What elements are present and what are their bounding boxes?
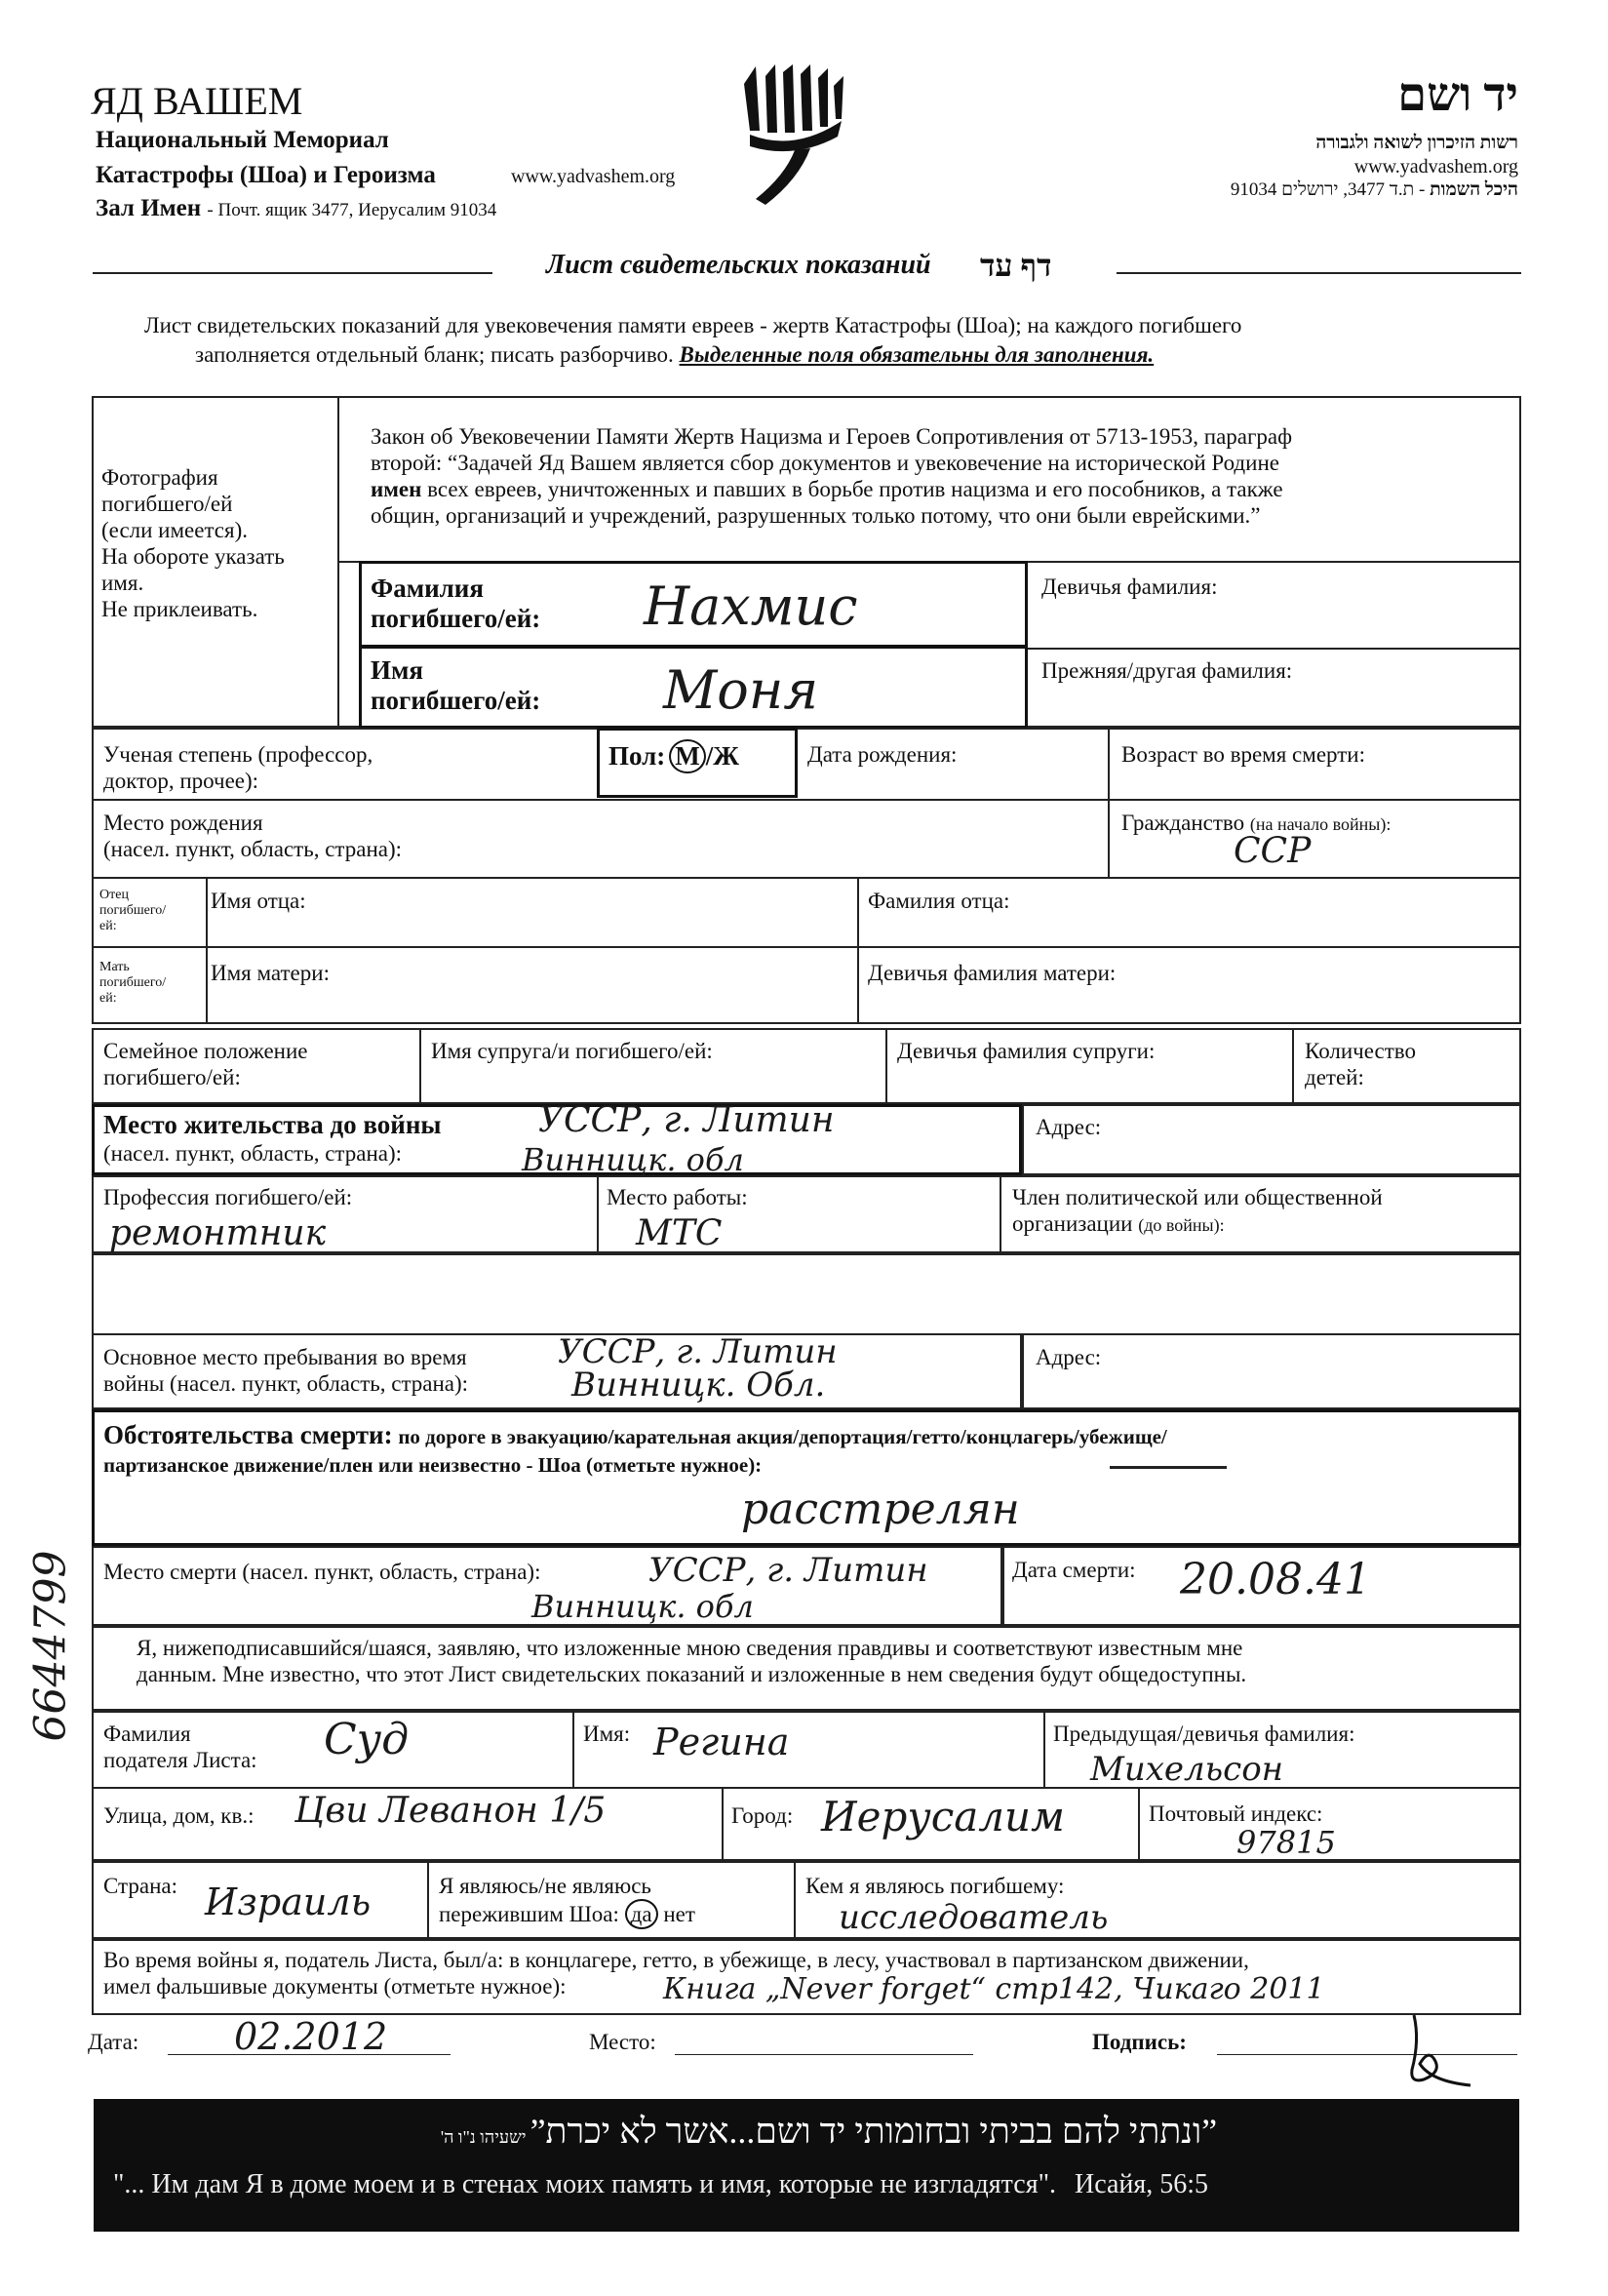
- circumstances-bold: Обстоятельства смерти:: [103, 1420, 393, 1449]
- circumstances-options-1: по дороге в эвакуацию/карательная акция/депортация/гетто/концлагерь/убежище/: [398, 1425, 1167, 1448]
- circumstances-l1: [103, 1422, 1167, 1450]
- marital-label: [103, 1038, 307, 1090]
- survivor-no[interactable]: нет: [663, 1902, 695, 1926]
- death-place-value-2: Винницк. обл: [531, 1588, 754, 1625]
- circumstances-value: расстрелян: [741, 1484, 1020, 1534]
- political-label: [1012, 1184, 1383, 1239]
- declaration-text: [137, 1635, 1246, 1687]
- victim-name-l2: погибшего/ей:: [371, 686, 541, 715]
- submitter-div1: [572, 1711, 574, 1789]
- intro-line2-text: заполняется отдельный бланк; писать разборчиво.: [195, 342, 674, 367]
- citizenship-divider: [1108, 799, 1110, 879]
- survivor-yes[interactable]: да: [625, 1899, 658, 1929]
- workplace-value: МТС: [636, 1213, 723, 1253]
- banner-hebrew-line: [244, 2111, 1414, 2152]
- victim-surname-value: Нахмис: [644, 575, 858, 637]
- country-div: [427, 1861, 429, 1939]
- country-label: Страна:: [103, 1874, 177, 1898]
- birthplace-l2: (насел. пункт, область, страна):: [103, 837, 403, 861]
- mother-divider: [857, 946, 859, 1024]
- submitter-surname-label: [103, 1721, 257, 1773]
- victim-surname-l1: Фамилия: [371, 574, 484, 603]
- father-divider: [857, 877, 859, 948]
- sex-lbl: Пол:: [608, 741, 666, 771]
- ru-header-line1: Национальный Мемориал: [96, 127, 389, 153]
- circumstances-label: [103, 1422, 1167, 1479]
- marital-div3: [1292, 1028, 1294, 1104]
- spouse-maiden-label: Девичья фамилия супруги:: [897, 1039, 1156, 1063]
- degree-l1: Ученая степень (профессор,: [103, 742, 373, 767]
- citizenship-note: (на начало войны):: [1249, 814, 1392, 834]
- mother-side-l1: Мать: [99, 960, 130, 974]
- submitter-surname-value: Суд: [324, 1715, 410, 1764]
- law-l1: Закон об Увековечении Памяти Жертв Нацизма и Героев Сопротивления от 5713-1953, параграф: [371, 424, 1293, 449]
- profession-label: Профессия погибшего/ей:: [103, 1185, 353, 1209]
- submitter-prev-value: Михельсон: [1090, 1750, 1284, 1789]
- submitter-div2: [1043, 1711, 1045, 1789]
- father-side-l1: Отец: [99, 888, 129, 902]
- zip-label: Почтовый индекс:: [1149, 1801, 1323, 1826]
- he-hall-of-names: היכל השמות: [1430, 179, 1518, 200]
- father-side-divider: [206, 877, 208, 948]
- yad-vashem-logo: [736, 62, 853, 209]
- sex-label: [608, 739, 739, 773]
- wartime-value-1: УССР, г. Литин: [558, 1332, 838, 1371]
- ghetto-underline: [1110, 1466, 1227, 1469]
- law-text: [371, 423, 1292, 529]
- date-label: Дата:: [88, 2030, 139, 2054]
- marital-l1: Семейное положение: [103, 1039, 308, 1063]
- victim-name-label: [371, 655, 540, 716]
- banner-russian-line: [113, 2169, 1517, 2200]
- survivor-label: [439, 1873, 695, 1929]
- death-place-value-1: УССР, г. Литин: [648, 1551, 928, 1590]
- death-date-value: 20.08.41: [1180, 1555, 1371, 1604]
- declaration-l2: данным. Мне известно, что этот Лист свидетельских показаний и изложенные в нем сведения будут общедоступны.: [137, 1662, 1247, 1686]
- marital-div1: [419, 1028, 421, 1104]
- law-l3: [371, 476, 1292, 502]
- blank-row: [92, 1253, 1521, 1335]
- survivor-l2: [439, 1899, 695, 1929]
- father-side-label: [99, 888, 166, 934]
- citizenship-value: ССР: [1234, 831, 1312, 871]
- sex-male: М: [669, 739, 705, 773]
- workplace-label: Место работы:: [607, 1185, 748, 1209]
- residence-label: [103, 1110, 441, 1167]
- victim-surname-label: [371, 574, 540, 634]
- war-experience-l2: имел фальшивые документы (отметьте нужное):: [103, 1974, 567, 1999]
- father-name-label: Имя отца:: [211, 889, 306, 913]
- wartime-l2: войны (насел. пункт, область, страна):: [103, 1371, 469, 1396]
- hall-of-names: Зал Имен: [96, 195, 202, 221]
- mother-side-divider: [206, 946, 208, 1024]
- mother-side-label: [99, 960, 166, 1007]
- wartime-value-2: Винницк. Обл.: [571, 1366, 826, 1405]
- political-note: (до войны):: [1138, 1215, 1225, 1235]
- birthplace-label: [103, 810, 402, 862]
- signature-mark: [1385, 2011, 1482, 2093]
- he-address: - ת.ד 3477, ירושלים 91034: [1230, 179, 1426, 200]
- father-side-l3: ей:: [99, 919, 117, 933]
- children-label: [1305, 1038, 1416, 1090]
- country-value: Израиль: [205, 1880, 372, 1923]
- banner-russian: "... Им дам Я в доме моем и в стенах моих память и имя, которые не изгладятся".: [113, 2169, 1056, 2199]
- photo-l6: Не приклеивать.: [101, 597, 258, 621]
- city-div: [1138, 1787, 1140, 1861]
- mother-maiden-label: Девичья фамилия матери:: [868, 961, 1117, 985]
- maiden-name-label: Девичья фамилия:: [1041, 574, 1218, 599]
- marital-l2: погибшего/ей:: [103, 1065, 241, 1089]
- sex-separator: /: [705, 741, 714, 771]
- address-1-label: Адрес:: [1036, 1115, 1102, 1139]
- place-label: Место:: [589, 2030, 656, 2054]
- degree-l2: доктор, прочее):: [103, 769, 259, 793]
- photo-l3: (если имеется).: [101, 518, 248, 542]
- photo-l1: Фотография: [101, 465, 218, 490]
- ru-address: - Почт. ящик 3477, Иерусалим 91034: [207, 200, 497, 220]
- profession-value: ремонтник: [109, 1213, 327, 1253]
- death-date-label: Дата смерти:: [1012, 1558, 1136, 1582]
- citizenship-text: Гражданство: [1121, 811, 1245, 835]
- sex-female: Ж: [713, 741, 739, 771]
- wartime-label: [103, 1344, 468, 1397]
- city-value: Иерусалим: [821, 1793, 1065, 1841]
- intro-mandatory: Выделенные поля обязательны для заполнения.: [679, 342, 1155, 367]
- victim-surname-l2: погибшего/ей:: [371, 604, 541, 633]
- mother-side-l3: ей:: [99, 991, 117, 1006]
- zip-value: 97815: [1236, 1824, 1336, 1861]
- title-rule-left: [93, 272, 492, 274]
- banner-hebrew-source: ישעיהו נ"ו ה': [440, 2127, 527, 2147]
- street-value: Цви Леванон 1/5: [294, 1791, 607, 1831]
- children-l2: детей:: [1305, 1065, 1364, 1089]
- political-l2: [1012, 1210, 1383, 1239]
- date-value: 02.2012: [234, 2015, 388, 2058]
- street-label: Улица, дом, кв.:: [103, 1803, 255, 1828]
- spouse-name-label: Имя супруга/и погибшего/ей:: [431, 1039, 713, 1063]
- mother-name-label: Имя матери:: [211, 961, 330, 985]
- residence-l1: Место жительства до войны: [103, 1110, 442, 1139]
- ru-title: ЯД ВАШЕМ: [91, 79, 303, 123]
- city-label: Город:: [731, 1803, 794, 1828]
- margin-reference-number: 6644799: [25, 1550, 76, 1742]
- birth-date-label: Дата рождения:: [807, 742, 958, 767]
- submitter-surname-l2: подателя Листа:: [103, 1748, 257, 1772]
- declaration-l1: Я, нижеподписавшийся/шаяся, заявляю, что изложенные мною сведения правдивы и соответствуют известным мне: [137, 1636, 1243, 1660]
- photo-l4: На обороте указать: [101, 544, 285, 569]
- survivor-div: [794, 1861, 796, 1939]
- residence-value-2: Винницк. обл: [522, 1141, 744, 1178]
- photo-l2: погибшего/ей: [101, 492, 233, 516]
- street-div: [722, 1787, 724, 1861]
- profession-div2: [1000, 1175, 1001, 1253]
- he-header-line1: רשות הזיכרון לשואה ולגבורה: [1315, 133, 1518, 153]
- war-experience-l1: Во время войны я, податель Листа, был/а: в концлагере, гетто, в убежище, в лесу, участвовал в партизанском движении,: [103, 1948, 1249, 1972]
- banner-russian-source: Исайя, 56:5: [1075, 2169, 1209, 2199]
- submitter-surname-l1: Фамилия: [103, 1722, 191, 1746]
- photo-instructions: [101, 464, 285, 622]
- law-l3b: всех евреев, уничтоженных и павших в борьбе против нацизма и его пособников, а также: [427, 477, 1283, 501]
- children-l1: Количество: [1305, 1039, 1416, 1063]
- political-l1: Член политической или общественной: [1012, 1185, 1383, 1209]
- victim-name-l1: Имя: [371, 655, 423, 685]
- victim-name-value: Моня: [663, 659, 819, 721]
- father-row: [92, 877, 1521, 948]
- signature-label: Подпись:: [1092, 2030, 1187, 2054]
- intro-line1: Лист свидетельских показаний для увековечения памяти евреев - жертв Катастрофы (Шоа); на каждого погибшего: [144, 313, 1242, 337]
- wartime-l1: Основное место пребывания во время: [103, 1345, 467, 1369]
- he-title: יד ושם: [1397, 69, 1518, 121]
- law-l2: второй: “Задачей Яд Вашем является сбор документов и увековечение на исторической Родине: [371, 451, 1279, 475]
- submitter-name-label: Имя:: [583, 1722, 631, 1746]
- photo-l5: имя.: [101, 571, 144, 595]
- banner-hebrew: ”ונתתי להם בביתי ובחומותי יד ושם...אשר לא יכרת”: [529, 2112, 1218, 2151]
- relation-value: исследователь: [839, 1898, 1109, 1937]
- url-right: www.yadvashem.org: [1353, 156, 1518, 178]
- ru-header-line2: Катастрофы (Шоа) и Героизма: [96, 162, 436, 188]
- place-line: [675, 2054, 973, 2055]
- birthplace-l1: Место рождения: [103, 811, 263, 835]
- profession-div1: [597, 1175, 599, 1253]
- father-surname-label: Фамилия отца:: [868, 889, 1010, 913]
- previous-surname-label: Прежняя/другая фамилия:: [1041, 658, 1293, 683]
- law-l4: общин, организаций и учреждений, разрушенных только потому, что они были еврейскими.”: [371, 503, 1261, 528]
- age-label: Возраст во время смерти:: [1121, 742, 1365, 767]
- father-side-l2: погибшего/: [99, 903, 167, 918]
- form-title: Лист свидетельских показаний: [546, 250, 931, 280]
- residence-value-1: УССР, г. Литин: [538, 1100, 835, 1140]
- survivor-l2-text: пережившим Шоа:: [439, 1902, 619, 1926]
- mother-side-l2: погибшего/: [99, 975, 167, 990]
- he-header-line2: [1231, 179, 1518, 201]
- submitter-name-value: Регина: [653, 1721, 790, 1763]
- law-names: имен: [371, 477, 422, 501]
- political-l2-text: организации: [1012, 1211, 1133, 1236]
- address-2-label: Адрес:: [1036, 1345, 1102, 1369]
- ru-header-line3: [96, 195, 496, 222]
- survivor-l1: Я являюсь/не являюсь: [439, 1874, 651, 1898]
- marital-div2: [885, 1028, 887, 1104]
- degree-label: [103, 741, 373, 794]
- title-rule-right: [1117, 272, 1521, 274]
- birth-age-divider: [1108, 728, 1110, 801]
- residence-l2: (насел. пункт, область, страна):: [103, 1141, 403, 1166]
- circumstances-options-2: партизанское движение/плен или неизвестно - Шоа (отметьте нужное):: [103, 1453, 763, 1477]
- submitter-prev-label: Предыдущая/девичья фамилия:: [1053, 1722, 1355, 1746]
- death-place-label: Место смерти (насел. пункт, область, страна):: [103, 1560, 541, 1584]
- surname-row-rule: [1028, 648, 1521, 650]
- war-experience-value: Книга „Never forget“ стр142, Чикаго 2011: [663, 1972, 1325, 2006]
- intro-line2: [195, 341, 1154, 368]
- relation-label: Кем я являюсь погибшему:: [805, 1874, 1065, 1898]
- url-left: www.yadvashem.org: [511, 166, 676, 187]
- form-title-he: דף עד: [980, 248, 1052, 283]
